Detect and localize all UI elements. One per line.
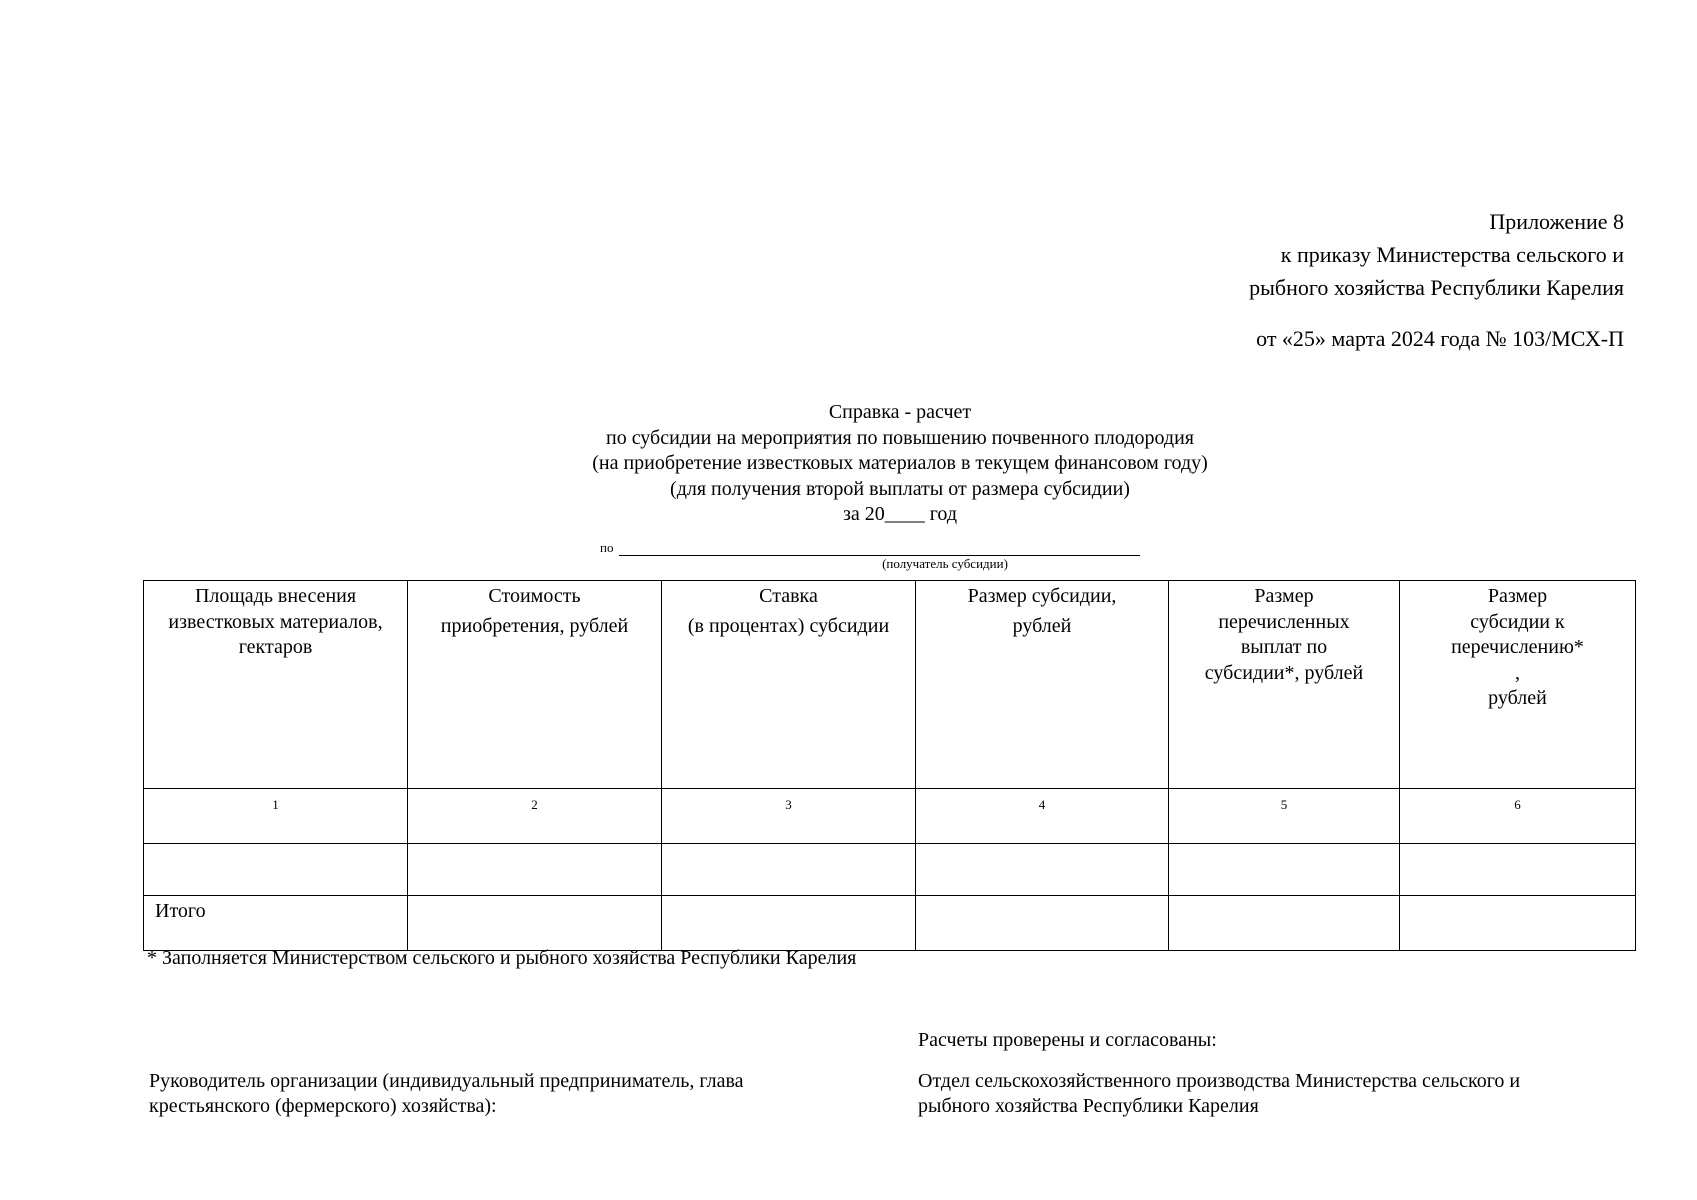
ministry-department-signature-block <box>918 1069 1638 1119</box>
data-cell[interactable] <box>144 844 408 896</box>
total-label: Итого <box>144 896 408 951</box>
title-line-3: (на приобретение известковых материалов в текущем финансовом году) <box>592 452 1208 474</box>
title-line-1: Справка - расчет <box>828 401 972 423</box>
title-line-2: по субсидии на мероприятия по повышению почвенного плодородия <box>605 426 1194 449</box>
title-year-line: за 20____ год <box>842 503 958 525</box>
recipient-blank-line[interactable] <box>619 543 1140 556</box>
organization-head-signature-block <box>149 1069 849 1119</box>
recipient-caption: (получатель субсидии) <box>882 556 1008 571</box>
total-cell[interactable] <box>916 896 1169 951</box>
recipient-field <box>600 540 1140 572</box>
dept-sign-line-2: рыбного хозяйства Республики Карелия <box>918 1095 1259 1117</box>
header-subsidy-amount: Размер субсидии, рублей <box>916 581 1169 789</box>
total-cell[interactable] <box>1400 896 1636 951</box>
header-cost: Стоимость приобретения, рублей <box>408 581 662 789</box>
column-number: 3 <box>662 789 916 844</box>
data-cell[interactable] <box>1400 844 1636 896</box>
header-rate: Ставка (в процентах) субсидии <box>662 581 916 789</box>
column-number: 5 <box>1169 789 1400 844</box>
data-cell[interactable] <box>1169 844 1400 896</box>
header-amount-to-transfer: Размер субсидии к перечислению* , рублей <box>1400 581 1636 789</box>
recipient-prefix: по <box>600 540 614 555</box>
data-cell[interactable] <box>916 844 1169 896</box>
calculation-table <box>143 580 1636 951</box>
column-number: 2 <box>408 789 662 844</box>
appendix-reference <box>924 205 1624 355</box>
table-header-row <box>144 581 1636 789</box>
head-sign-line-1: Руководитель организации (индивидуальный предприниматель, глава <box>149 1070 744 1092</box>
dept-sign-line-1: Отдел сельскохозяйственного производства Министерства сельского и <box>918 1070 1521 1092</box>
head-sign-line-2: крестьянского (фермерского) хозяйства): <box>149 1095 497 1117</box>
verification-label: Расчеты проверены и согласованы: <box>918 1029 1217 1051</box>
document-title <box>400 400 1400 528</box>
appendix-number: Приложение 8 <box>1489 209 1624 234</box>
footnote: * Заполняется Министерством сельского и рыбного хозяйства Республики Карелия <box>147 947 857 969</box>
total-row <box>144 896 1636 951</box>
data-cell[interactable] <box>662 844 916 896</box>
total-cell[interactable] <box>1169 896 1400 951</box>
column-number: 4 <box>916 789 1169 844</box>
total-cell[interactable] <box>662 896 916 951</box>
appendix-order-ref-line2: рыбного хозяйства Республики Карелия <box>1249 275 1624 300</box>
column-number: 6 <box>1400 789 1636 844</box>
data-cell[interactable] <box>408 844 662 896</box>
column-number-row <box>144 789 1636 844</box>
appendix-order-date-number: от «25» марта 2024 года № 103/МСХ-П <box>1256 326 1624 351</box>
column-number: 1 <box>144 789 408 844</box>
table-row <box>144 844 1636 896</box>
title-line-4: (для получения второй выплаты от размера субсидии) <box>670 477 1130 500</box>
total-cell[interactable] <box>408 896 662 951</box>
appendix-order-ref-line1: к приказу Министерства сельского и <box>1280 242 1624 267</box>
header-area: Площадь внесения известковых материалов, гектаров <box>144 581 408 789</box>
header-paid-amount: Размер перечисленных выплат по субсидии*, рублей <box>1169 581 1400 789</box>
